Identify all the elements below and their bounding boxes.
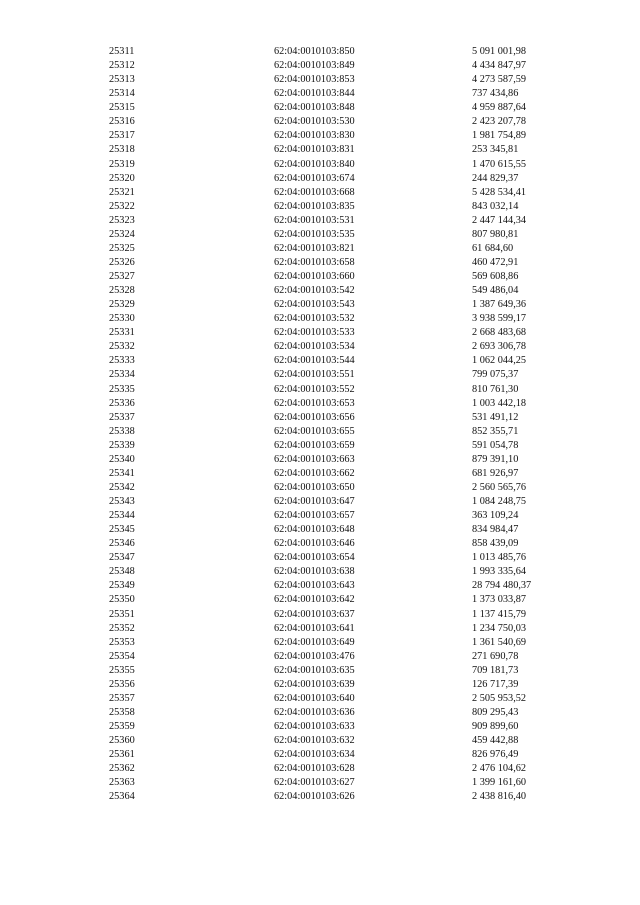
cadastral-value: 681 926,97 xyxy=(472,467,519,479)
cadastral-value: 253 345,81 xyxy=(472,144,519,156)
cadastral-value: 1 062 044,25 xyxy=(472,355,527,367)
cadastral-value: 363 109,24 xyxy=(472,510,519,522)
cadastral-number: 62:04:0010103:648 xyxy=(274,524,355,536)
cadastral-number: 62:04:0010103:649 xyxy=(274,636,355,648)
row-number: 25359 xyxy=(109,721,135,732)
cadastral-value: 1 373 033,87 xyxy=(472,594,527,606)
table-row xyxy=(0,270,640,284)
cadastral-value: 4 273 587,59 xyxy=(472,74,527,86)
cadastral-number: 62:04:0010103:626 xyxy=(274,791,355,803)
table-row xyxy=(0,242,640,256)
cadastral-value: 549 486,04 xyxy=(472,285,519,297)
cadastral-number: 62:04:0010103:660 xyxy=(274,271,355,282)
row-number: 25321 xyxy=(109,186,135,198)
row-number: 25324 xyxy=(109,228,135,240)
cadastral-value: 2 560 565,76 xyxy=(472,481,527,493)
cadastral-number: 62:04:0010103:628 xyxy=(274,763,355,775)
table-row xyxy=(0,509,640,523)
table-row xyxy=(0,354,640,368)
cadastral-number: 62:04:0010103:634 xyxy=(274,749,355,761)
cadastral-number: 62:04:0010103:662 xyxy=(274,467,355,479)
row-number: 25360 xyxy=(109,735,135,747)
table-row xyxy=(0,397,640,411)
cadastral-value: 826 976,49 xyxy=(472,749,519,761)
cadastral-value: 28 794 480,37 xyxy=(472,580,532,592)
cadastral-number: 62:04:0010103:627 xyxy=(274,777,355,789)
table-row xyxy=(0,495,640,509)
row-number: 25333 xyxy=(109,355,135,367)
table-row xyxy=(0,200,640,214)
table-row xyxy=(0,411,640,425)
cadastral-number: 62:04:0010103:840 xyxy=(274,158,355,170)
row-number: 25314 xyxy=(109,88,135,100)
cadastral-number: 62:04:0010103:535 xyxy=(274,228,355,240)
table-row xyxy=(0,59,640,73)
row-number: 25349 xyxy=(109,580,135,592)
row-number: 25353 xyxy=(109,636,135,648)
row-number: 25315 xyxy=(109,102,135,114)
table-row xyxy=(0,101,640,115)
cadastral-number: 62:04:0010103:633 xyxy=(274,721,355,732)
cadastral-value: 807 980,81 xyxy=(472,228,519,240)
cadastral-number: 62:04:0010103:821 xyxy=(274,242,355,254)
cadastral-value: 1 234 750,03 xyxy=(472,622,527,634)
cadastral-number: 62:04:0010103:552 xyxy=(274,383,355,395)
table-row xyxy=(0,762,640,776)
cadastral-value: 2 668 483,68 xyxy=(472,327,527,339)
table-row xyxy=(0,298,640,312)
cadastral-value: 737 434,86 xyxy=(472,88,519,100)
row-number: 25334 xyxy=(109,369,135,381)
cadastral-value: 2 505 953,52 xyxy=(472,692,527,704)
cadastral-value: 909 899,60 xyxy=(472,721,519,732)
table-row xyxy=(0,608,640,622)
cadastral-value: 531 491,12 xyxy=(472,411,519,423)
row-number: 25352 xyxy=(109,622,135,634)
cadastral-value: 61 684,60 xyxy=(472,242,514,254)
cadastral-number: 62:04:0010103:853 xyxy=(274,74,355,86)
row-number: 25354 xyxy=(109,650,135,662)
cadastral-value-table xyxy=(0,45,640,804)
row-number: 25341 xyxy=(109,467,135,479)
table-row xyxy=(0,143,640,157)
cadastral-value: 5 091 001,98 xyxy=(472,46,527,57)
cadastral-number: 62:04:0010103:674 xyxy=(274,172,355,184)
row-number: 25326 xyxy=(109,256,135,268)
cadastral-value: 4 434 847,97 xyxy=(472,60,527,72)
cadastral-number: 62:04:0010103:637 xyxy=(274,608,355,620)
cadastral-number: 62:04:0010103:635 xyxy=(274,664,355,676)
cadastral-number: 62:04:0010103:542 xyxy=(274,285,355,297)
table-row xyxy=(0,312,640,326)
row-number: 25347 xyxy=(109,552,135,564)
cadastral-number: 62:04:0010103:659 xyxy=(274,439,355,451)
table-row xyxy=(0,720,640,734)
cadastral-number: 62:04:0010103:835 xyxy=(274,200,355,212)
cadastral-value: 810 761,30 xyxy=(472,383,519,395)
cadastral-value: 126 717,39 xyxy=(472,678,519,690)
row-number: 25364 xyxy=(109,791,135,803)
cadastral-number: 62:04:0010103:639 xyxy=(274,678,355,690)
row-number: 25339 xyxy=(109,439,135,451)
cadastral-number: 62:04:0010103:656 xyxy=(274,411,355,423)
cadastral-value: 2 476 104,62 xyxy=(472,763,527,775)
table-row xyxy=(0,622,640,636)
cadastral-value: 271 690,78 xyxy=(472,650,519,662)
row-number: 25351 xyxy=(109,608,135,620)
cadastral-value: 569 608,86 xyxy=(472,271,519,282)
cadastral-number: 62:04:0010103:632 xyxy=(274,735,355,747)
row-number: 25317 xyxy=(109,130,135,142)
table-row xyxy=(0,551,640,565)
cadastral-number: 62:04:0010103:657 xyxy=(274,510,355,522)
cadastral-number: 62:04:0010103:668 xyxy=(274,186,355,198)
cadastral-value: 5 428 534,41 xyxy=(472,186,527,198)
cadastral-value: 3 938 599,17 xyxy=(472,313,527,325)
table-row xyxy=(0,790,640,804)
cadastral-number: 62:04:0010103:663 xyxy=(274,453,355,465)
cadastral-number: 62:04:0010103:849 xyxy=(274,60,355,72)
table-row xyxy=(0,453,640,467)
row-number: 25328 xyxy=(109,285,135,297)
row-number: 25319 xyxy=(109,158,135,170)
table-row xyxy=(0,565,640,579)
table-row xyxy=(0,664,640,678)
row-number: 25357 xyxy=(109,692,135,704)
cadastral-number: 62:04:0010103:641 xyxy=(274,622,355,634)
table-row xyxy=(0,636,640,650)
cadastral-value: 799 075,37 xyxy=(472,369,519,381)
table-row xyxy=(0,537,640,551)
table-row xyxy=(0,129,640,143)
row-number: 25313 xyxy=(109,74,135,86)
table-row xyxy=(0,383,640,397)
cadastral-number: 62:04:0010103:532 xyxy=(274,313,355,325)
cadastral-value: 852 355,71 xyxy=(472,425,519,437)
cadastral-value: 1 013 485,76 xyxy=(472,552,527,564)
table-row xyxy=(0,650,640,664)
table-row xyxy=(0,172,640,186)
row-number: 25342 xyxy=(109,481,135,493)
row-number: 25337 xyxy=(109,411,135,423)
table-row xyxy=(0,368,640,382)
cadastral-value: 1 981 754,89 xyxy=(472,130,527,142)
cadastral-number: 62:04:0010103:848 xyxy=(274,102,355,114)
cadastral-value: 244 829,37 xyxy=(472,172,519,184)
cadastral-number: 62:04:0010103:533 xyxy=(274,327,355,339)
row-number: 25322 xyxy=(109,200,135,212)
cadastral-number: 62:04:0010103:650 xyxy=(274,481,355,493)
table-row xyxy=(0,73,640,87)
row-number: 25356 xyxy=(109,678,135,690)
table-row xyxy=(0,115,640,129)
row-number: 25332 xyxy=(109,341,135,353)
row-number: 25318 xyxy=(109,144,135,156)
row-number: 25362 xyxy=(109,763,135,775)
cadastral-value: 1 361 540,69 xyxy=(472,636,527,648)
cadastral-number: 62:04:0010103:543 xyxy=(274,299,355,311)
cadastral-value: 1 993 335,64 xyxy=(472,566,527,578)
table-row xyxy=(0,467,640,481)
table-row xyxy=(0,186,640,200)
cadastral-number: 62:04:0010103:647 xyxy=(274,496,355,507)
cadastral-number: 62:04:0010103:476 xyxy=(274,650,355,662)
table-row xyxy=(0,439,640,453)
cadastral-value: 879 391,10 xyxy=(472,453,519,465)
cadastral-value: 2 438 816,40 xyxy=(472,791,527,803)
cadastral-number: 62:04:0010103:638 xyxy=(274,566,355,578)
cadastral-value: 2 693 306,78 xyxy=(472,341,527,353)
row-number: 25346 xyxy=(109,538,135,550)
row-number: 25344 xyxy=(109,510,135,522)
cadastral-value: 459 442,88 xyxy=(472,735,519,747)
cadastral-number: 62:04:0010103:653 xyxy=(274,397,355,409)
row-number: 25335 xyxy=(109,383,135,395)
cadastral-number: 62:04:0010103:636 xyxy=(274,706,355,718)
cadastral-value: 1 003 442,18 xyxy=(472,397,527,409)
row-number: 25312 xyxy=(109,60,135,72)
row-number: 25336 xyxy=(109,397,135,409)
cadastral-value: 4 959 887,64 xyxy=(472,102,527,114)
table-row xyxy=(0,678,640,692)
cadastral-value: 809 295,43 xyxy=(472,706,519,718)
table-row xyxy=(0,481,640,495)
row-number: 25316 xyxy=(109,116,135,128)
table-row xyxy=(0,87,640,101)
cadastral-value: 2 423 207,78 xyxy=(472,116,527,128)
table-row xyxy=(0,523,640,537)
cadastral-value: 843 032,14 xyxy=(472,200,519,212)
table-row xyxy=(0,340,640,354)
cadastral-number: 62:04:0010103:830 xyxy=(274,130,355,142)
row-number: 25325 xyxy=(109,242,135,254)
table-row xyxy=(0,748,640,762)
table-row xyxy=(0,776,640,790)
cadastral-value: 858 439,09 xyxy=(472,538,519,550)
table-row xyxy=(0,326,640,340)
cadastral-value: 1 470 615,55 xyxy=(472,158,527,170)
cadastral-number: 62:04:0010103:544 xyxy=(274,355,355,367)
cadastral-number: 62:04:0010103:642 xyxy=(274,594,355,606)
table-row xyxy=(0,256,640,270)
cadastral-value: 1 399 161,60 xyxy=(472,777,527,789)
row-number: 25363 xyxy=(109,777,135,789)
cadastral-number: 62:04:0010103:844 xyxy=(274,88,355,100)
table-row xyxy=(0,579,640,593)
cadastral-number: 62:04:0010103:654 xyxy=(274,552,355,564)
cadastral-number: 62:04:0010103:831 xyxy=(274,144,355,156)
table-row xyxy=(0,692,640,706)
row-number: 25355 xyxy=(109,664,135,676)
table-row xyxy=(0,734,640,748)
row-number: 25345 xyxy=(109,524,135,536)
row-number: 25323 xyxy=(109,214,135,226)
cadastral-number: 62:04:0010103:551 xyxy=(274,369,355,381)
cadastral-value: 1 387 649,36 xyxy=(472,299,527,311)
cadastral-number: 62:04:0010103:530 xyxy=(274,116,355,128)
row-number: 25327 xyxy=(109,271,135,282)
table-row xyxy=(0,593,640,607)
table-row xyxy=(0,228,640,242)
table-row xyxy=(0,214,640,228)
row-number: 25348 xyxy=(109,566,135,578)
row-number: 25329 xyxy=(109,299,135,311)
cadastral-value: 460 472,91 xyxy=(472,256,519,268)
row-number: 25350 xyxy=(109,594,135,606)
row-number: 25358 xyxy=(109,706,135,718)
table-row xyxy=(0,158,640,172)
cadastral-value: 591 054,78 xyxy=(472,439,519,451)
cadastral-number: 62:04:0010103:646 xyxy=(274,538,355,550)
table-row xyxy=(0,45,640,59)
table-row xyxy=(0,284,640,298)
row-number: 25311 xyxy=(109,46,135,57)
row-number: 25361 xyxy=(109,749,135,761)
cadastral-number: 62:04:0010103:658 xyxy=(274,256,355,268)
cadastral-value: 709 181,73 xyxy=(472,664,519,676)
row-number: 25331 xyxy=(109,327,135,339)
cadastral-number: 62:04:0010103:850 xyxy=(274,46,355,57)
row-number: 25343 xyxy=(109,496,135,507)
cadastral-number: 62:04:0010103:534 xyxy=(274,341,355,353)
row-number: 25340 xyxy=(109,453,135,465)
cadastral-value: 1 137 415,79 xyxy=(472,608,527,620)
cadastral-value: 2 447 144,34 xyxy=(472,214,527,226)
row-number: 25320 xyxy=(109,172,135,184)
cadastral-number: 62:04:0010103:643 xyxy=(274,580,355,592)
row-number: 25338 xyxy=(109,425,135,437)
table-row xyxy=(0,425,640,439)
cadastral-value: 834 984,47 xyxy=(472,524,519,536)
cadastral-number: 62:04:0010103:655 xyxy=(274,425,355,437)
cadastral-number: 62:04:0010103:640 xyxy=(274,692,355,704)
cadastral-value: 1 084 248,75 xyxy=(472,496,527,507)
table-row xyxy=(0,706,640,720)
cadastral-number: 62:04:0010103:531 xyxy=(274,214,355,226)
row-number: 25330 xyxy=(109,313,135,325)
